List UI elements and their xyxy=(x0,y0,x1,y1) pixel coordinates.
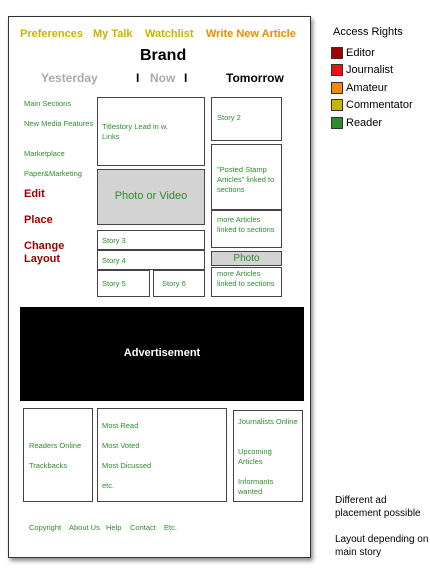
nav-watchlist[interactable]: Watchlist xyxy=(145,28,194,40)
legend-title: Access Rights xyxy=(333,26,403,38)
advertisement-label: Advertisement xyxy=(123,347,201,359)
more-articles-box-2[interactable] xyxy=(211,267,282,297)
timeline-separator-right: I xyxy=(184,71,188,85)
readers-online-link[interactable]: Readers Online xyxy=(29,441,82,450)
legend-label-commentator: Commentator xyxy=(346,99,413,111)
more-articles-label-1: more Articles linked to sections xyxy=(217,215,275,234)
posted-stamp-label: "Posted Stamp Articles" linked to sections xyxy=(217,165,275,194)
change-layout-action[interactable]: Change Layout xyxy=(24,240,65,266)
footer-contact[interactable]: Contact xyxy=(130,523,156,532)
sidebar-item-new-media-features[interactable]: New Media Features xyxy=(24,119,94,128)
legend-swatch-commentator xyxy=(331,99,343,111)
story3-box[interactable] xyxy=(97,230,205,250)
journalists-online-link[interactable]: Journalists Online xyxy=(238,417,298,426)
photo-video-label: Photo or Video xyxy=(114,190,188,202)
photo-label: Photo xyxy=(233,253,260,264)
titlestory-box[interactable] xyxy=(97,97,205,166)
upcoming-articles-link[interactable]: Upcoming Articles xyxy=(238,447,272,466)
journalists-box xyxy=(233,410,303,502)
nav-preferences[interactable]: Preferences xyxy=(20,28,83,40)
story4-box[interactable] xyxy=(97,250,205,270)
timeline-separator-left: I xyxy=(136,71,140,85)
story5-box[interactable] xyxy=(97,270,150,297)
titlestory-text: Titlestory Lead in w. Links xyxy=(102,122,169,141)
story2-label: Story 2 xyxy=(217,113,241,122)
story3-label: Story 3 xyxy=(102,236,126,245)
note-layout-depending: Layout depending on main story xyxy=(335,534,429,558)
legend-label-editor: Editor xyxy=(346,47,375,59)
most-box xyxy=(97,408,227,502)
sidebar-item-paper-marketing[interactable]: Paper&Marketing xyxy=(24,169,82,178)
most-discussed-link[interactable]: Most Dicussed xyxy=(102,461,152,470)
readers-box xyxy=(23,408,93,502)
story5-label: Story 5 xyxy=(102,279,126,288)
legend-swatch-amateur xyxy=(331,82,343,94)
legend-label-journalist: Journalist xyxy=(346,64,394,76)
legend-label-reader: Reader xyxy=(346,117,383,129)
photo-video-box[interactable] xyxy=(97,169,205,225)
nav-write-new-article[interactable]: Write New Article xyxy=(206,28,296,40)
legend-label-amateur: Amateur xyxy=(346,82,388,94)
edit-action[interactable]: Edit xyxy=(24,188,45,200)
footer-help[interactable]: Help xyxy=(106,523,122,532)
timeline-now[interactable]: Now xyxy=(150,71,176,85)
brand-title: Brand xyxy=(140,47,187,64)
more-articles-label-2: more Articles linked to sections xyxy=(217,269,275,288)
most-read-link[interactable]: Most Read xyxy=(102,421,139,430)
legend-swatch-journalist xyxy=(331,64,343,76)
legend-swatch-editor xyxy=(331,47,343,59)
story6-label: Story 6 xyxy=(162,279,186,288)
trackbacks-link[interactable]: Trackbacks xyxy=(29,461,68,470)
footer-copyright[interactable]: Copyright xyxy=(29,523,62,532)
story2-box[interactable] xyxy=(211,97,282,141)
note-ad-placement: Different ad placement possible xyxy=(335,495,421,519)
timeline-tomorrow[interactable]: Tomorrow xyxy=(226,71,284,85)
legend-swatch-reader xyxy=(331,117,343,129)
informants-wanted-link[interactable]: Informants wanted xyxy=(238,477,274,496)
story4-label: Story 4 xyxy=(102,256,126,265)
footer-etc[interactable]: Etc. xyxy=(164,523,177,532)
sidebar-item-main-sections[interactable]: Main Sections xyxy=(24,99,72,108)
nav-my-talk[interactable]: My Talk xyxy=(93,28,133,40)
story6-box[interactable] xyxy=(153,270,205,297)
most-etc-link[interactable]: etc. xyxy=(102,481,115,490)
posted-stamp-box[interactable] xyxy=(211,144,282,210)
footer-about-us[interactable]: About Us xyxy=(69,523,100,532)
advertisement-banner[interactable] xyxy=(20,307,304,401)
timeline-yesterday[interactable]: Yesterday xyxy=(41,71,98,85)
sidebar-item-marketplace[interactable]: Marketplace xyxy=(24,149,65,158)
more-articles-box-1[interactable] xyxy=(211,210,282,248)
place-action[interactable]: Place xyxy=(24,214,53,226)
most-voted-link[interactable]: Most Voted xyxy=(102,441,140,450)
photo-box[interactable] xyxy=(211,251,282,266)
